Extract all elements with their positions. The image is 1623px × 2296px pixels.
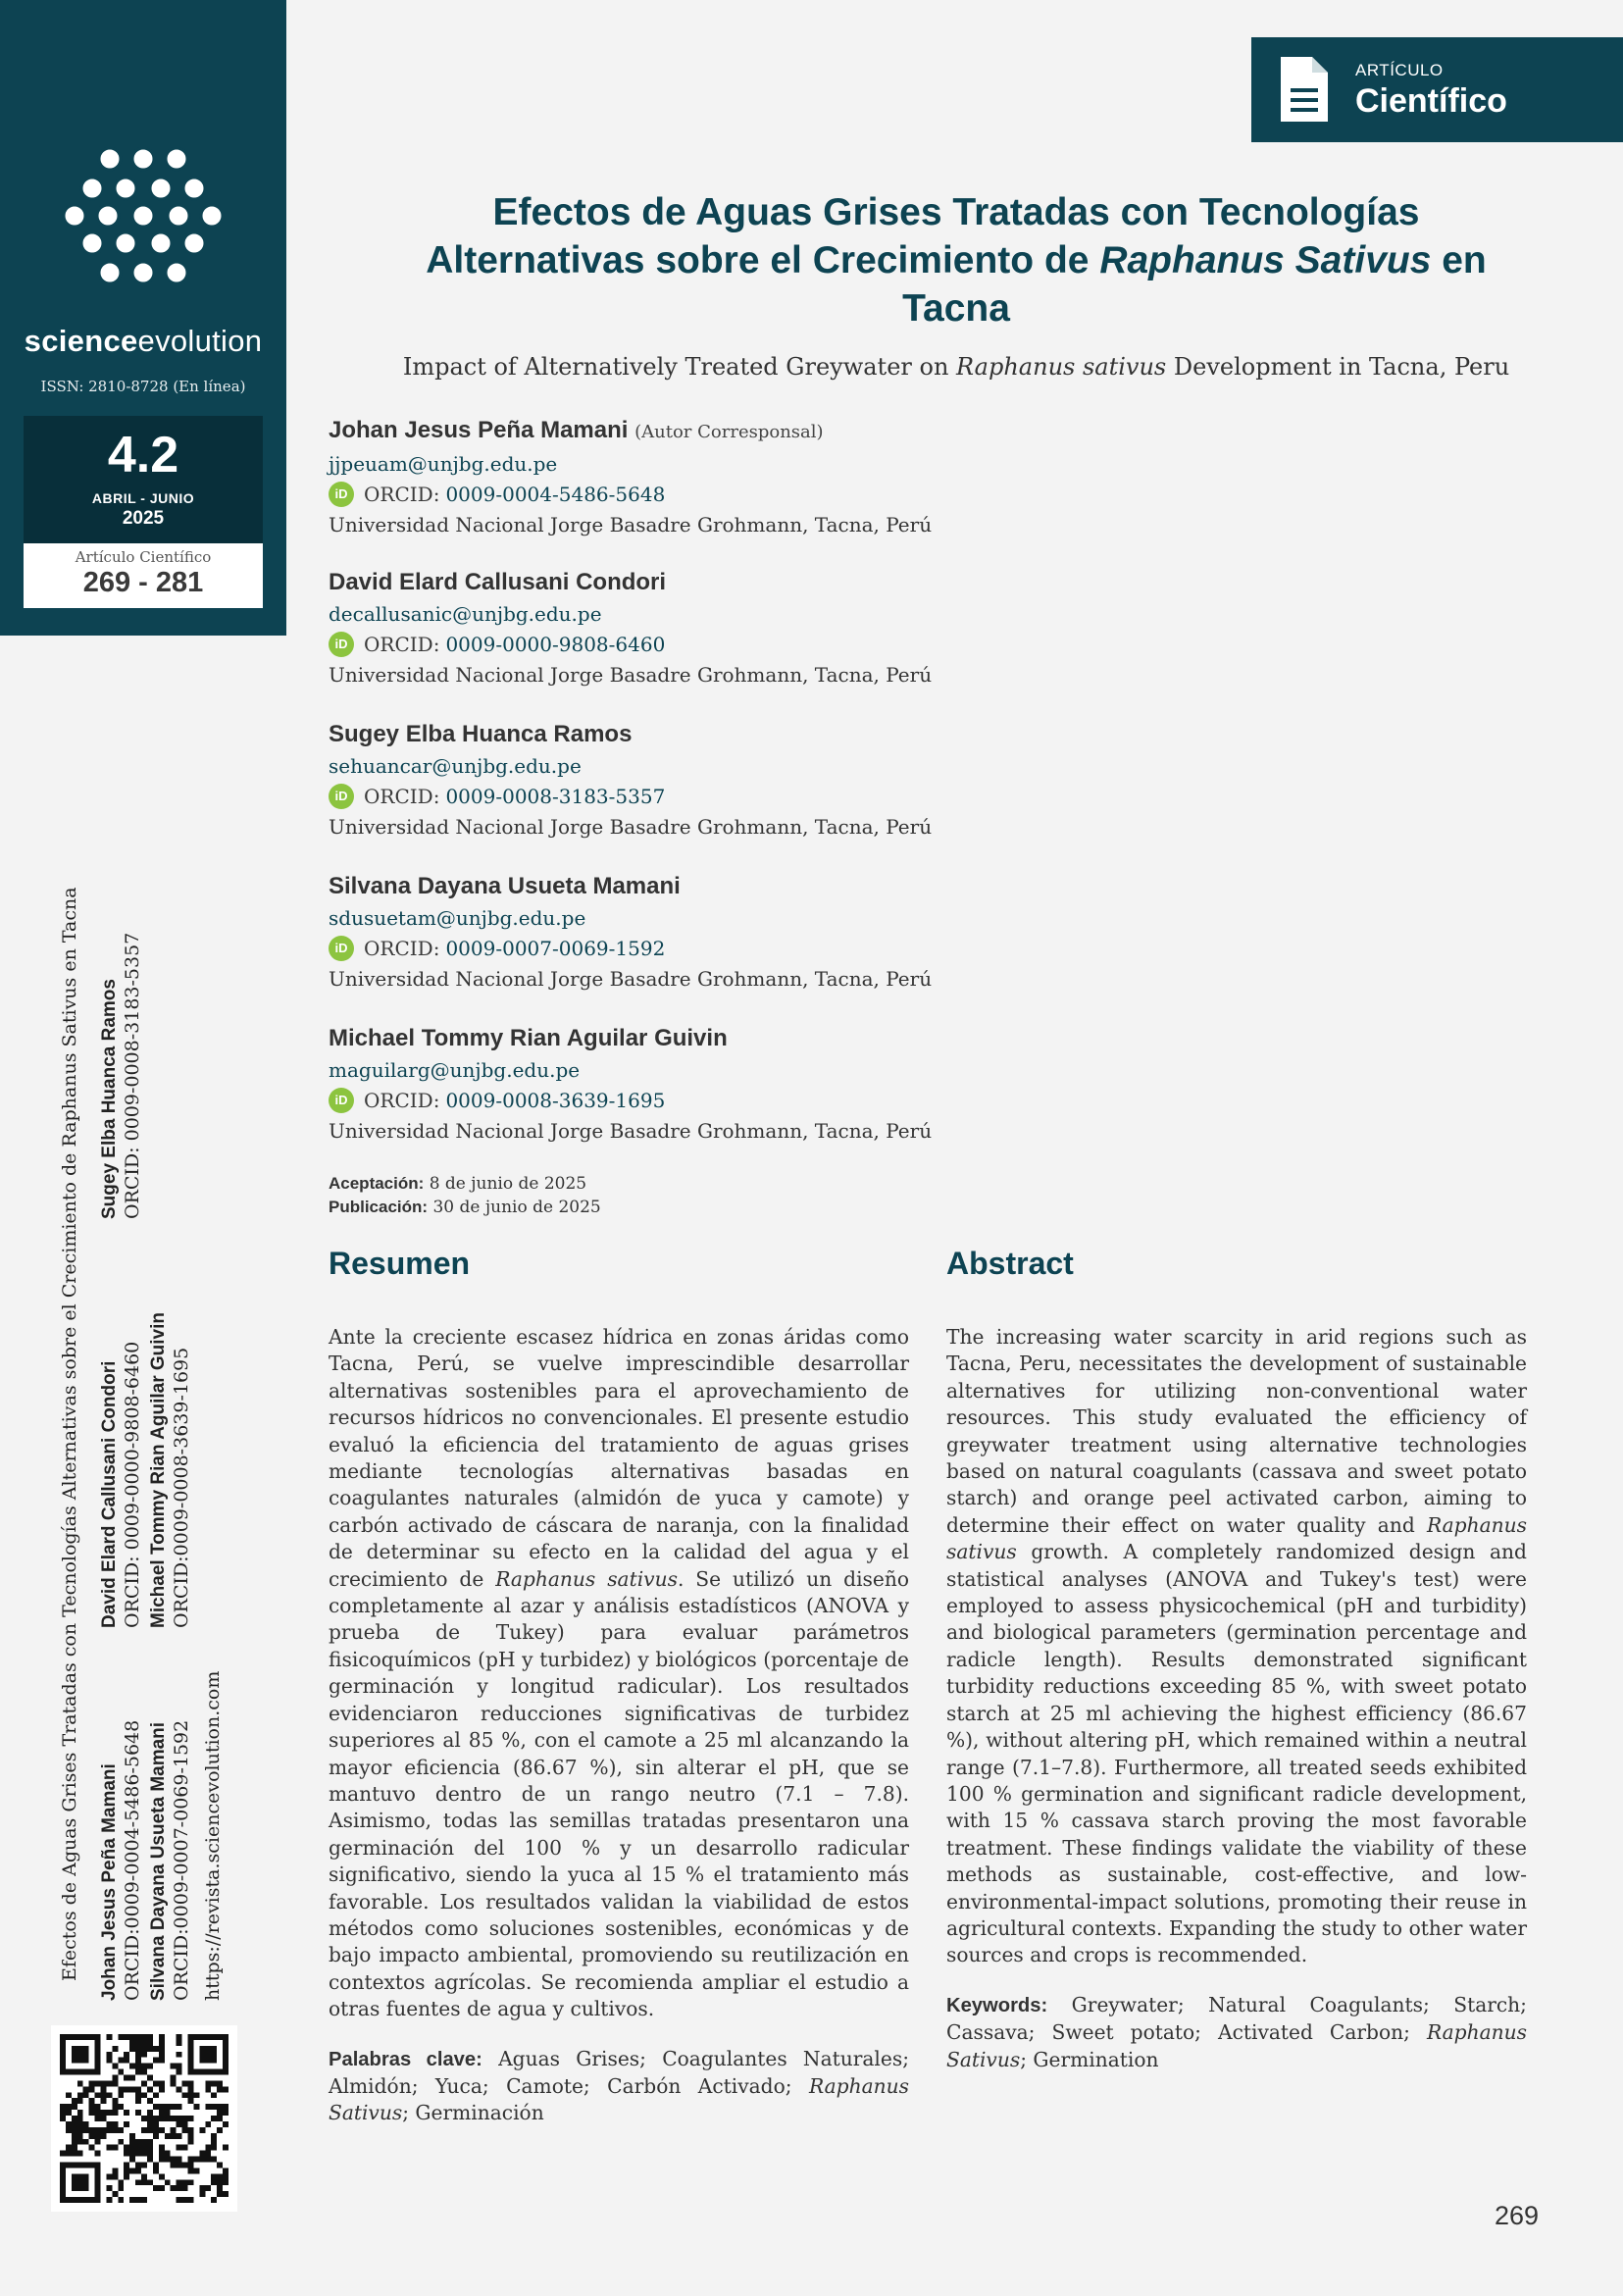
palabras-clave: Palabras clave: Aguas Grises; Coagulantes Naturales; Almidón; Yuca; Camote; Carbón Activado; Raphanus Sativus; Germinación xyxy=(329,2046,909,2125)
orcid-line: iD ORCID: 0009-0008-3639-1695 xyxy=(329,1085,1211,1116)
orcid-icon: iD xyxy=(329,784,354,809)
orcid-line: iD ORCID: 0009-0007-0069-1592 xyxy=(329,933,1211,964)
journal-name: scienceevolution xyxy=(24,324,263,358)
orcid-line: iD ORCID: 0009-0008-3183-5357 xyxy=(329,781,1211,812)
author-name: Johan Jesus Peña Mamani (Autor Corresponsal) xyxy=(329,417,824,443)
orcid-link[interactable]: 0009-0007-0069-1592 xyxy=(445,937,666,960)
qr-code xyxy=(51,2025,237,2212)
vertical-author-orcid: ORCID: 0009-0000-9808-6460 xyxy=(122,1341,143,1628)
journal-logo-icon xyxy=(61,147,226,284)
article-subtitle: Impact of Alternatively Treated Greywater on Raphanus sativus Development in Tacna, Peru xyxy=(402,353,1510,381)
orcid-icon: iD xyxy=(329,936,354,961)
abstract-text: The increasing water scarcity in arid regions such as Tacna, Peru, necessitates the development of sustainable alternatives for utilizing non-conventional water resources. This study evaluated the efficiency of greywater treatment using alternative technologies based on natural coagulants (cassava and sweet potato starch) and orange peel activated carbon, aiming to determine their effect on water quality and Raphanus sativus growth. A completely randomized design and statistical analyses (ANOVA and Tukey's test) were employed to assess physicochemical (pH and turbidity) and biological parameters (germination percentage and radicle length). Results demonstrated significant turbidity reductions exceeding 85 %, with sweet potato starch at 25 ml achieving the highest efficiency (86.67 %), without altering pH, which remained within a neutral range (7.1–7.8). Furthermore, all treated seeds exhibited 100 % germination and significant radicle development, with 15 % cassava starch proving the most favorable treatment. These findings validate the viability of these methods as sustainable, cost-effective, and low-environmental-impact solutions, promoting their reuse in agricultural contexts. Expanding the study to other water sources and crops is recommended. xyxy=(946,1325,1527,1967)
author-block xyxy=(329,566,1211,718)
vertical-author-name: Silvana Dayana Usueta Mamani xyxy=(148,1721,169,2001)
resumen-heading: Resumen xyxy=(329,1246,471,1281)
badge-label-small: ARTÍCULO xyxy=(1355,61,1444,79)
acceptance-date: Aceptación: 8 de junio de 2025 xyxy=(329,1174,587,1194)
orcid-icon: iD xyxy=(329,632,354,657)
orcid-link[interactable]: 0009-0008-3183-5357 xyxy=(445,785,666,808)
author-affiliation: Universidad Nacional Jorge Basadre Grohmann, Tacna, Perú xyxy=(329,663,933,687)
author-email-link[interactable]: sehuancar@unjbg.edu.pe xyxy=(329,754,582,778)
author-email-link[interactable]: jjpeuam@unjbg.edu.pe xyxy=(329,452,558,476)
article-type-badge xyxy=(1251,37,1623,142)
document-icon xyxy=(1279,55,1330,124)
orcid-line: iD ORCID: 0009-0004-5486-5648 xyxy=(329,479,1211,510)
author-name: Sugey Elba Huanca Ramos xyxy=(329,721,633,747)
orcid-icon: iD xyxy=(329,482,354,507)
author-name: Silvana Dayana Usueta Mamani xyxy=(329,873,681,899)
author-email-link[interactable]: decallusanic@unjbg.edu.pe xyxy=(329,602,602,626)
article-type: Artículo Científico xyxy=(75,548,212,566)
author-block xyxy=(329,1022,1211,1174)
orcid-link[interactable]: 0009-0008-3639-1695 xyxy=(445,1089,666,1112)
vertical-author-orcid: ORCID: 0009-0008-3183-5357 xyxy=(122,932,143,1219)
author-block xyxy=(329,870,1211,1022)
resumen-text: Ante la creciente escasez hídrica en zonas áridas como Tacna, Perú, se vuelve imprescindible desarrollar alternativas sostenibles para el aprovechamiento de recursos hídricos no convencionales. El presente estudio evaluó la eficiencia del tratamiento de aguas grises mediante tecnologías alternativas basadas en coagulantes naturales (almidón de yuca y camote) y carbón activado de cáscara de naranja, con la finalidad de determinar su efecto en la calidad del agua y el crecimiento de Raphanus sativus. Se utilizó un diseño completamente al azar y análisis estadísticos (ANOVA y prueba de Tukey) para evaluar parámetros fisicoquímicos (pH y turbidez) y biológicos (porcentaje de germinación y longitud radicular). Los resultados evidenciaron reducciones significativas de turbidez superiores al 85 %, con el camote a 25 ml alcanzando la mayor eficiencia (86.67 %), sin alterar el pH, que se mantuvo dentro de un rango neutro (7.1 – 7.8). Asimismo, todas las semillas tratadas presentaron una germinación del 100 % y un desarrollo radicular significativo, siendo la yuca al 15 % el tratamiento más favorable. Los resultados validan la viabilidad de estos métodos como soluciones sostenibles, económicas y de bajo impacto ambiental, promoviendo su reutilización en contextos agrícolas. Se recomienda ampliar el estudio a otras fuentes de agua y cultivos. xyxy=(329,1325,910,2021)
badge-label-large: Científico xyxy=(1355,82,1507,120)
issue-box xyxy=(24,416,263,543)
article-title: Efectos de Aguas Grises Tratadas con Tecnologías Alternativas sobre el Crecimiento de Raphanus Sativus en Tacna xyxy=(426,191,1487,330)
abstract-heading: Abstract xyxy=(946,1246,1074,1281)
orcid-line: iD ORCID: 0009-0000-9808-6460 xyxy=(329,629,1211,660)
vertical-author-name: Sugey Elba Huanca Ramos xyxy=(99,979,120,1219)
author-email-link[interactable]: sdusuetam@unjbg.edu.pe xyxy=(329,906,586,930)
journal-sidebar xyxy=(0,0,286,636)
author-list xyxy=(329,414,1211,1174)
vertical-author-name: Johan Jesus Peña Mamani xyxy=(99,1763,120,2001)
author-block xyxy=(329,414,1211,566)
resumen-section xyxy=(329,1246,909,2127)
author-affiliation: Universidad Nacional Jorge Basadre Grohmann, Tacna, Perú xyxy=(329,815,933,839)
author-affiliation: Universidad Nacional Jorge Basadre Grohmann, Tacna, Perú xyxy=(329,513,933,536)
publication-dates xyxy=(329,1172,601,1219)
issue-number: 4.2 xyxy=(107,427,179,484)
issue-year: 2025 xyxy=(122,508,165,529)
issn: ISSN: 2810-8728 (En línea) xyxy=(40,378,246,395)
vertical-author-orcid: ORCID:0009-0004-5486-5648 xyxy=(122,1719,143,2001)
orcid-link[interactable]: 0009-0000-9808-6460 xyxy=(445,633,666,656)
vertical-author-orcid: ORCID:0009-0008-3639-1695 xyxy=(171,1347,192,1628)
vertical-author-name: Michael Tommy Rian Aguilar Guivin xyxy=(148,1312,169,1628)
journal-url-link[interactable]: https://revista.sciencevolution.com xyxy=(202,1670,224,2001)
orcid-icon: iD xyxy=(329,1088,354,1113)
orcid-link[interactable]: 0009-0004-5486-5648 xyxy=(445,483,666,506)
keywords: Keywords: Greywater; Natural Coagulants; Starch; Cassava; Sweet potato; Activated Carbon; Raphanus Sativus; Germination xyxy=(946,1992,1527,2071)
issue-months: ABRIL - JUNIO xyxy=(91,490,195,506)
author-name: Michael Tommy Rian Aguilar Guivin xyxy=(329,1025,728,1051)
vertical-article-title: Efectos de Aguas Grises Tratadas con Tecnologías Alternativas sobre el Crecimiento de Raphanus Sativus en Tacna xyxy=(59,887,80,1981)
abstract-section xyxy=(946,1246,1527,2073)
author-name: David Elard Callusani Condori xyxy=(329,569,667,595)
author-email-link[interactable]: maguilarg@unjbg.edu.pe xyxy=(329,1058,581,1082)
publication-date: Publicación: 30 de junio de 2025 xyxy=(329,1198,601,1217)
corresponding-author-note: (Autor Corresponsal) xyxy=(634,422,824,442)
author-affiliation: Universidad Nacional Jorge Basadre Grohmann, Tacna, Perú xyxy=(329,967,933,991)
author-block xyxy=(329,718,1211,870)
vertical-author-name: David Elard Callusani Condori xyxy=(99,1360,120,1628)
author-affiliation: Universidad Nacional Jorge Basadre Grohmann, Tacna, Perú xyxy=(329,1119,933,1143)
pages-box xyxy=(24,543,263,608)
page-range: 269 - 281 xyxy=(82,567,204,598)
page-number: 269 xyxy=(1495,2201,1540,2230)
vertical-author-orcid: ORCID:0009-0007-0069-1592 xyxy=(171,1719,192,2001)
